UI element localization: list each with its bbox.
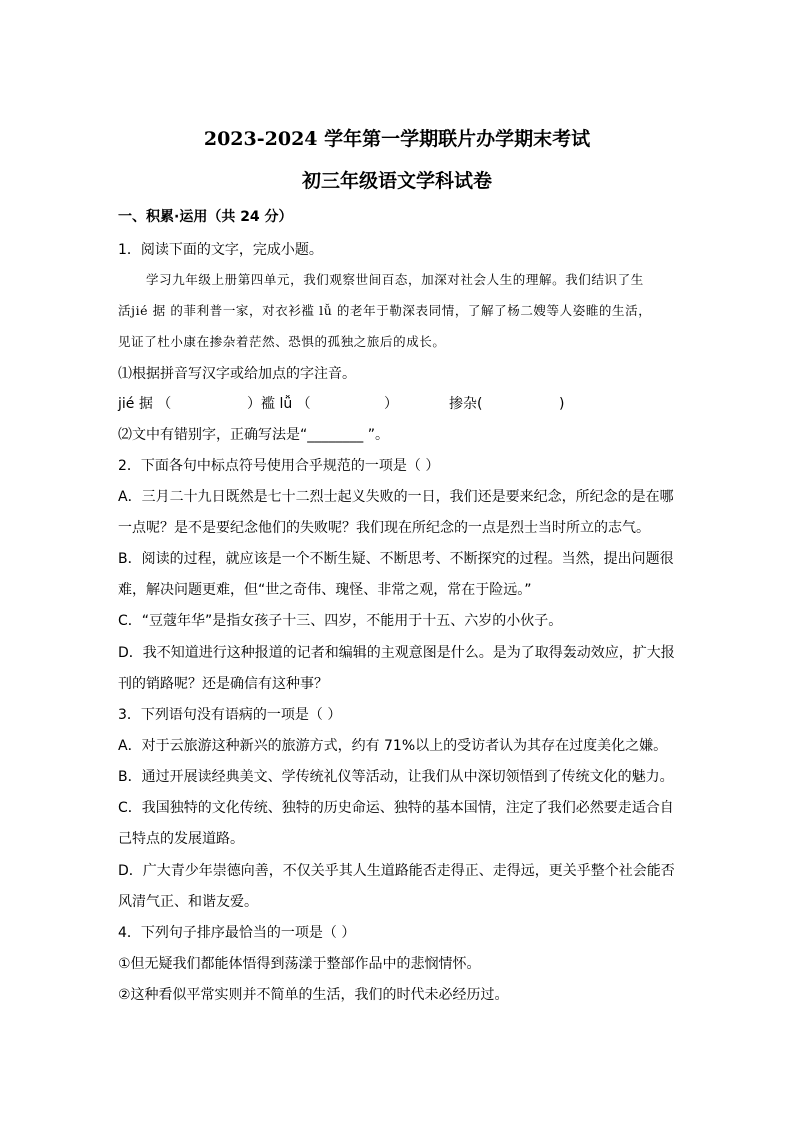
ordering-item: ①但无疑我们都能体悟得到荡漾于整部作品中的悲悯情怀。	[118, 956, 481, 972]
passage-line: 活jié 据 的菲利普一家，对衣衫褴 lǚ 的老年于勒深表同情，了解了杨二嫂等人姿睢的生活，	[118, 303, 652, 318]
pinyin-blank-3-close: )	[559, 396, 565, 412]
option-line: C．我国独特的文化传统、独特的历史命运、独特的基本国情，注定了我们必然要走适合自	[118, 800, 674, 816]
option-line: A．三月二十九日既然是七十二烈士起义失败的一日，我们还是要来纪念，所纪念的是在哪	[118, 489, 674, 505]
question-1-sub-2: ⑵文中有错别字，正确写法是“________ ”。	[118, 427, 389, 443]
passage-line: 学习九年级上册第四单元，我们观察世间百态，加深对社会人生的理解。我们结识了生	[146, 272, 644, 287]
question-4-stem: 4．下列句子排序最恰当的一项是（ ）	[118, 925, 356, 941]
question-3-stem: 3．下列语句没有语病的一项是（ ）	[118, 707, 342, 723]
option-line: 刊的销路呢？还是确信有这种事？	[118, 676, 328, 692]
passage-line: 见证了杜小康在掺杂着茫然、恐惧的孤独之旅后的成长。	[118, 334, 446, 349]
option-line: 风清气正、和谐友爱。	[118, 894, 258, 910]
option-line: 难，解决问题更难，但“世之奇伟、瑰怪、非常之观，常在于险远。”	[118, 582, 532, 598]
option-line: D．广大青少年崇德向善，不仅关乎其人生道路能否走得正、走得远，更关乎整个社会能否	[118, 863, 675, 879]
exam-subtitle: 初三年级语文学科试卷	[301, 170, 492, 192]
ordering-item: ②这种看似平常实则并不简单的生活，我们的时代未必经历过。	[118, 987, 509, 1003]
pinyin-blank-1: jié 据 （	[118, 396, 172, 412]
option-line: A．对于云旅游这种新兴的旅游方式，约有 71%以上的受访者认为其存在过度美化之嫌。	[118, 738, 668, 754]
section-heading: 一、积累·运用（共 24 分）	[118, 209, 293, 225]
pinyin-blank-2-close: ）	[384, 396, 398, 412]
exam-title: 2023-2024 学年第一学期联片办学期末考试	[203, 128, 591, 150]
pinyin-blank-2: ）褴 lǚ （	[247, 396, 311, 412]
option-line: 一点呢？是不是要纪念他们的失败呢？我们现在所纪念的一点是烈士当时所立的志气。	[118, 520, 650, 536]
pinyin-blank-3: 掺杂(	[449, 396, 483, 412]
option-line: 己特点的发展道路。	[118, 831, 244, 847]
question-2-stem: 2．下面各句中标点符号使用合乎规范的一项是（ ）	[118, 458, 440, 474]
option-line: D．我不知道进行这种报道的记者和编辑的主观意图是什么。是为了取得轰动效应，扩大报	[118, 645, 675, 661]
option-line: B．阅读的过程，就应该是一个不断生疑、不断思考、不断探究的过程。当然，提出问题很	[118, 551, 674, 567]
question-1-sub-1: ⑴根据拼音写汉字或给加点的字注音。	[118, 366, 356, 382]
option-line: B．通过开展读经典美文、学传统礼仪等活动，让我们从中深切领悟到了传统文化的魅力。	[118, 769, 674, 785]
question-1-stem: 1．阅读下面的文字，完成小题。	[118, 242, 323, 258]
option-line: C．“豆蔻年华”是指女孩子十三、四岁，不能用于十五、六岁的小伙子。	[118, 613, 563, 629]
